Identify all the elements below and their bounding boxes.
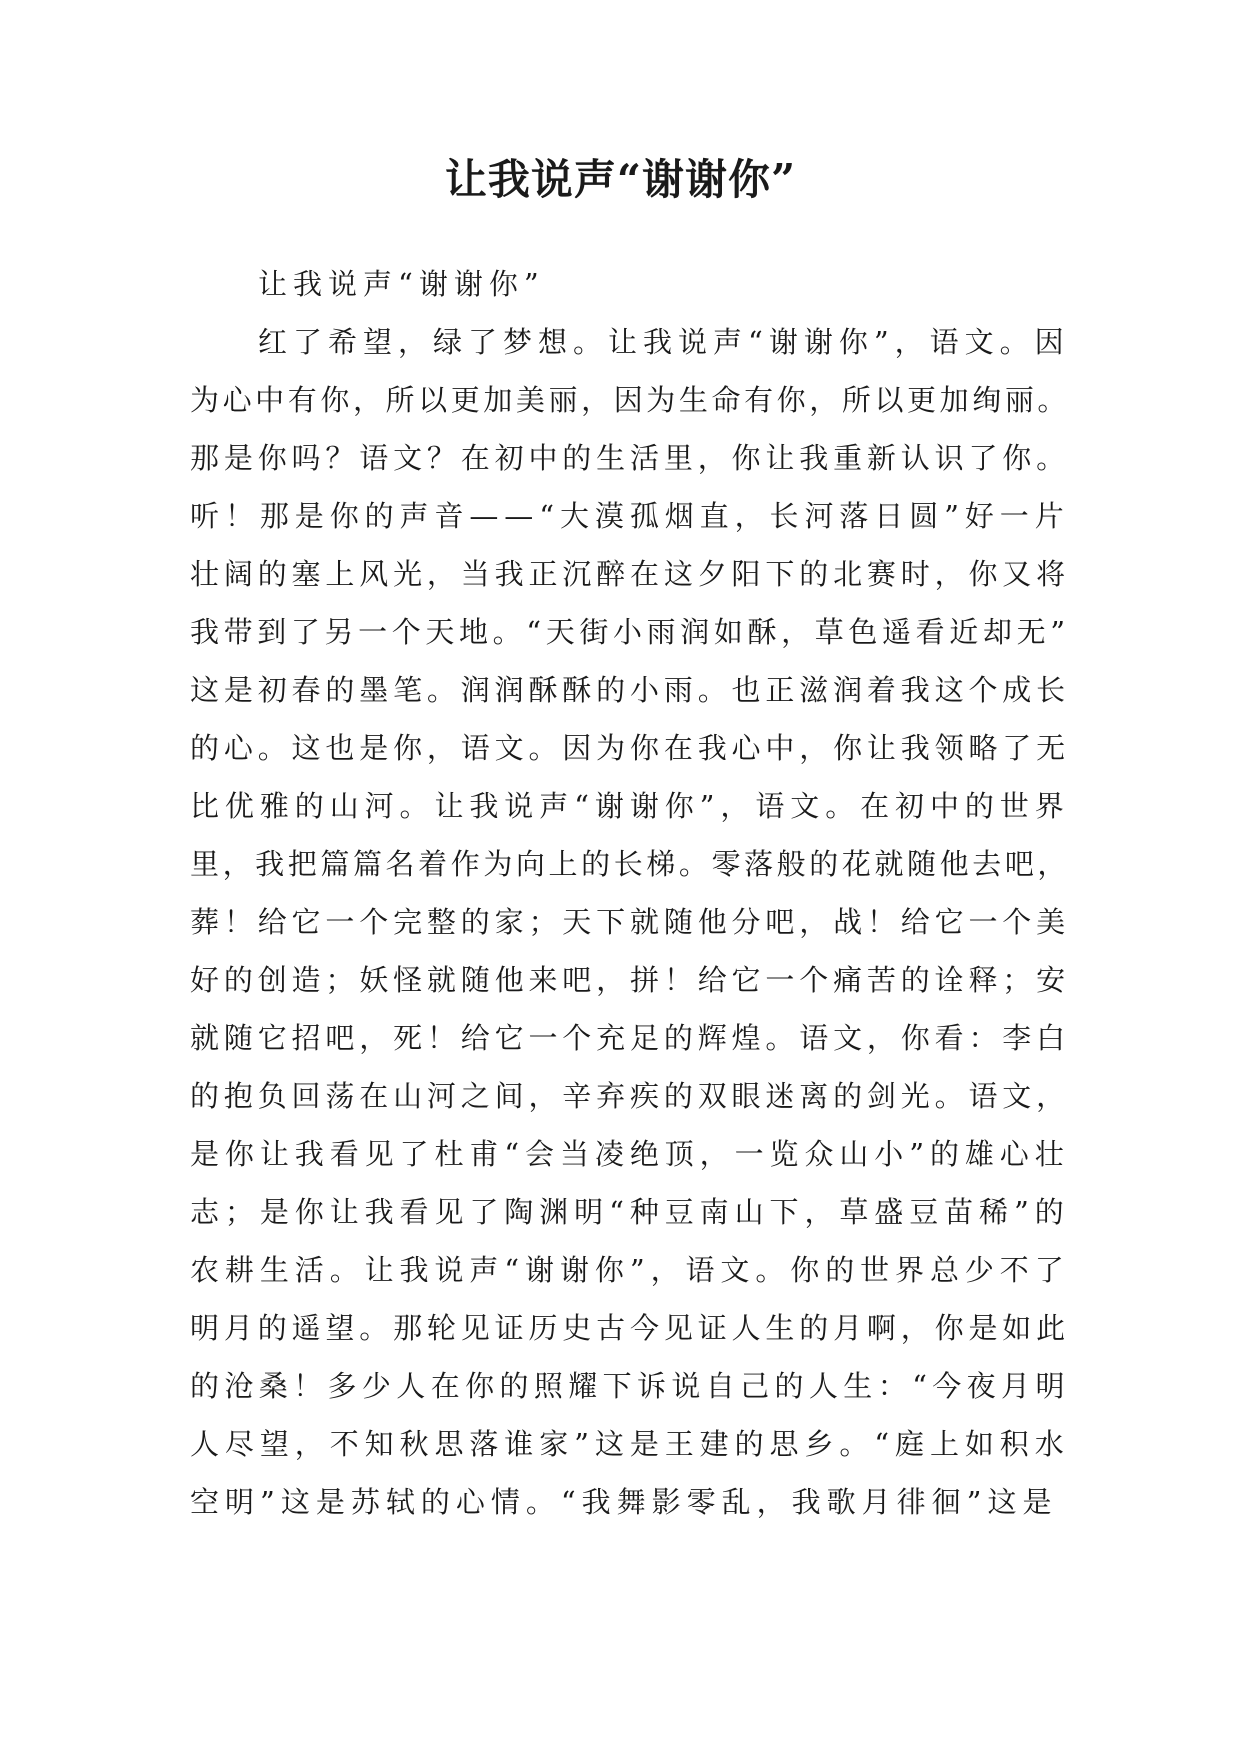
- body-line: 是你让我看见了杜甫“会当凌绝顶，一览众山小”的雄心壮: [190, 1137, 1070, 1171]
- body-line: 让我说声“谢谢你”: [258, 267, 545, 301]
- document-body: [190, 255, 1071, 1531]
- body-line: 比优雅的山河。让我说声“谢谢你”，语文。在初中的世界: [190, 789, 1070, 823]
- body-line: 听！那是你的声音——“大漠孤烟直，长河落日圆”好一片: [190, 499, 1070, 533]
- body-line: 的沧桑！多少人在你的照耀下诉说自己的人生：“今夜月明: [190, 1369, 1070, 1403]
- body-line: 志；是你让我看见了陶渊明“种豆南山下，草盛豆苗稀”的: [190, 1195, 1070, 1229]
- body-line: 人尽望，不知秋思落谁家”这是王建的思乡。“庭上如积水: [190, 1427, 1070, 1461]
- body-line: 我带到了另一个天地。“天街小雨润如酥，草色遥看近却无”: [190, 615, 1070, 649]
- body-line: 为心中有你，所以更加美丽，因为生命有你，所以更加绚丽。: [190, 383, 1071, 417]
- body-line: 的抱负回荡在山河之间，辛弃疾的双眼迷离的剑光。语文，: [190, 1079, 1071, 1113]
- body-line: 葬！给它一个完整的家；天下就随他分吧，战！给它一个美: [190, 905, 1071, 939]
- body-line: 里，我把篇篇名着作为向上的长梯。零落般的花就随他去吧，: [190, 847, 1071, 881]
- body-line: 农耕生活。让我说声“谢谢你”，语文。你的世界总少不了: [190, 1253, 1070, 1287]
- body-line: 红了希望，绿了梦想。让我说声“谢谢你”，语文。因: [258, 325, 1070, 359]
- body-line: 好的创造；妖怪就随他来吧，拼！给它一个痛苦的诠释；安: [190, 963, 1071, 997]
- body-line: 的心。这也是你，语文。因为你在我心中，你让我领略了无: [190, 731, 1071, 765]
- body-line: 那是你吗？语文？在初中的生活里，你让我重新认识了你。: [190, 441, 1071, 475]
- document-title: 让我说声“谢谢你”: [444, 155, 797, 204]
- body-line: 就随它招吧，死！给它一个充足的辉煌。语文，你看：李白: [190, 1021, 1071, 1055]
- body-line: 壮阔的塞上风光，当我正沉醉在这夕阳下的北赛时，你又将: [190, 557, 1071, 591]
- body-line: 空明”这是苏轼的心情。“我舞影零乱，我歌月徘徊”这是: [190, 1485, 1058, 1519]
- body-line: 明月的遥望。那轮见证历史古今见证人生的月啊，你是如此: [190, 1311, 1071, 1345]
- body-line: 这是初春的墨笔。润润酥酥的小雨。也正滋润着我这个成长: [190, 673, 1071, 707]
